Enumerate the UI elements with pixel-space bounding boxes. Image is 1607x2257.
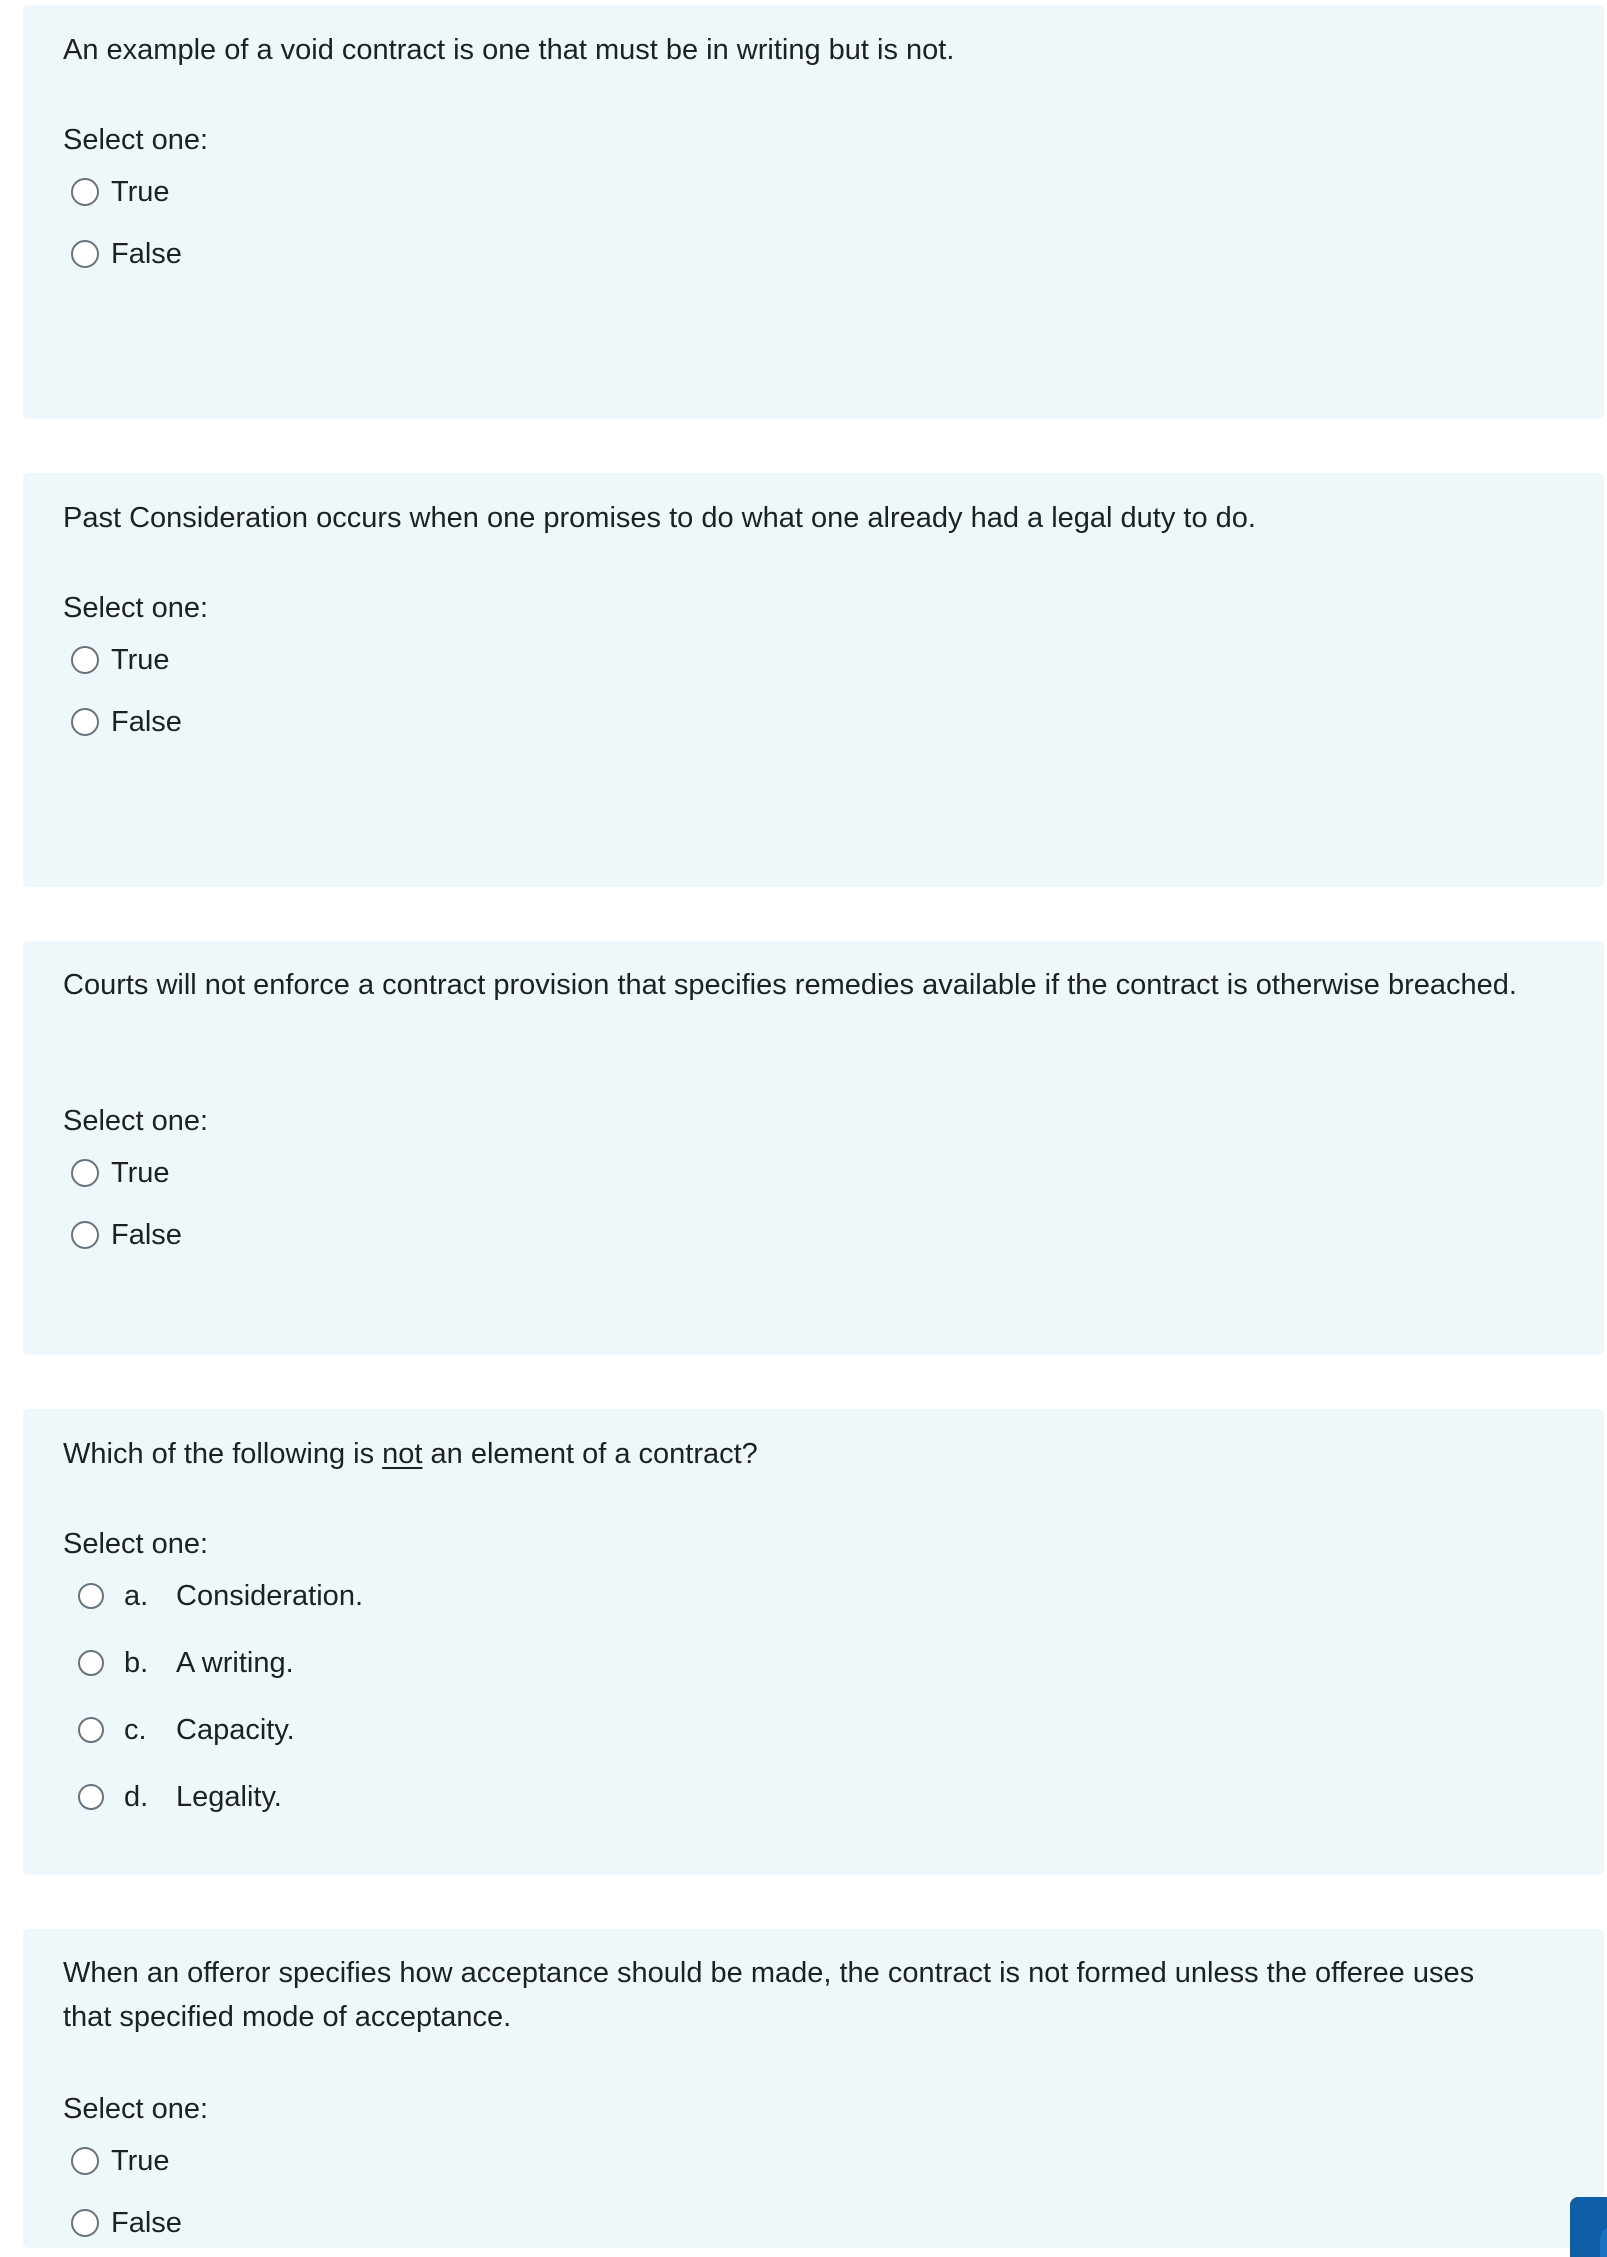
- option-label: True: [111, 2145, 170, 2177]
- option-label: Legality.: [176, 1780, 282, 1813]
- radio-button[interactable]: [71, 2147, 99, 2175]
- option-true[interactable]: [71, 170, 170, 214]
- radio-button[interactable]: [71, 1221, 99, 1249]
- question-text: Past Consideration occurs when one promises to do what one already had a legal duty to do.: [63, 502, 1256, 534]
- option-label: False: [111, 706, 182, 738]
- option-false[interactable]: [71, 700, 182, 744]
- question-card-1: [23, 5, 1604, 419]
- question-text-emphasis: not: [382, 1438, 423, 1470]
- option-a[interactable]: [78, 1574, 363, 1618]
- question-card-3: [23, 941, 1604, 1355]
- option-letter: a.: [124, 1579, 149, 1612]
- option-label: False: [111, 238, 182, 270]
- question-text: [63, 1432, 1524, 1476]
- option-letter: c.: [124, 1713, 147, 1746]
- radio-button[interactable]: [71, 646, 99, 674]
- option-d[interactable]: [78, 1775, 282, 1819]
- select-one-label: Select one:: [63, 1105, 209, 1137]
- option-label: Consideration.: [176, 1579, 363, 1612]
- option-label: False: [111, 2207, 182, 2239]
- question-text-after: an element of a contract?: [422, 1438, 758, 1470]
- option-false[interactable]: [71, 232, 182, 276]
- radio-button[interactable]: [78, 1717, 104, 1743]
- select-one-label: Select one:: [63, 1528, 209, 1560]
- question-text-before: Which of the following is: [63, 1438, 383, 1470]
- option-label: Capacity.: [176, 1713, 295, 1746]
- radio-button[interactable]: [78, 1583, 104, 1609]
- option-letter: b.: [124, 1646, 149, 1679]
- question-text: When an offeror specifies how acceptance should be made, the contract is not formed unless the offeree uses that specified mode of acceptance.: [63, 1957, 1475, 2033]
- button-icon: [1600, 2227, 1607, 2257]
- question-text: Courts will not enforce a contract provision that specifies remedies available if the contract is otherwise breached.: [63, 969, 1517, 1001]
- option-c[interactable]: [78, 1708, 295, 1752]
- radio-button[interactable]: [71, 708, 99, 736]
- option-label: False: [111, 1219, 182, 1251]
- question-card-5: [23, 1929, 1604, 2248]
- question-text: An example of a void contract is one that must be in writing but is not.: [63, 34, 955, 66]
- option-b[interactable]: [78, 1641, 294, 1685]
- option-label: True: [111, 1157, 170, 1189]
- question-card-4: [23, 1409, 1604, 1875]
- option-label: A writing.: [176, 1646, 294, 1679]
- option-true[interactable]: [71, 2139, 170, 2183]
- select-one-label: Select one:: [63, 592, 209, 624]
- select-one-label: Select one:: [63, 2093, 209, 2125]
- radio-button[interactable]: [78, 1650, 104, 1676]
- option-false[interactable]: [71, 2201, 182, 2245]
- select-one-label: Select one:: [63, 124, 209, 156]
- radio-button[interactable]: [71, 240, 99, 268]
- radio-button[interactable]: [78, 1784, 104, 1810]
- radio-button[interactable]: [71, 1159, 99, 1187]
- radio-button[interactable]: [71, 178, 99, 206]
- option-label: True: [111, 176, 170, 208]
- option-letter: d.: [124, 1780, 149, 1813]
- option-true[interactable]: [71, 1151, 170, 1195]
- option-label: True: [111, 644, 170, 676]
- option-false[interactable]: [71, 1213, 182, 1257]
- floating-action-button[interactable]: [1570, 2197, 1607, 2257]
- question-card-2: [23, 473, 1604, 887]
- option-true[interactable]: [71, 638, 170, 682]
- radio-button[interactable]: [71, 2209, 99, 2237]
